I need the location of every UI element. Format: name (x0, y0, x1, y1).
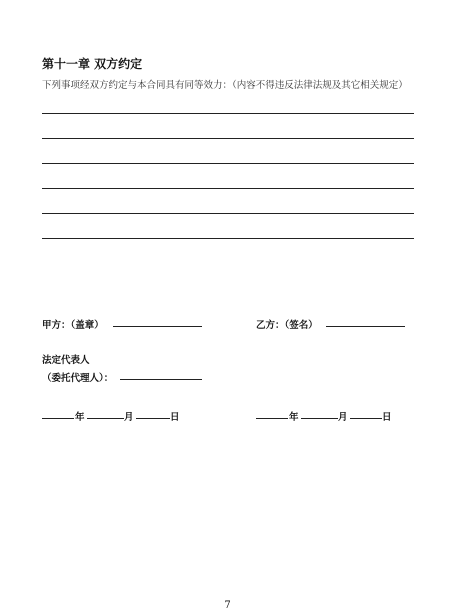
party-a-day-blank[interactable] (136, 418, 170, 419)
party-a-seal-blank[interactable] (113, 326, 202, 327)
agreement-line[interactable] (42, 138, 414, 139)
agreement-line[interactable] (42, 113, 414, 114)
agent-label: （委托代理人）： (42, 373, 114, 384)
party-a-month-label: 月 (124, 412, 134, 423)
party-a-year-label: 年 (75, 412, 85, 423)
party-a-day-label: 日 (170, 412, 180, 423)
party-a-month-blank[interactable] (87, 418, 124, 419)
agreement-line[interactable] (42, 163, 414, 164)
legal-rep-blank[interactable] (120, 379, 202, 380)
party-b-label: 乙方：（签名） (256, 320, 318, 331)
chapter-title: 第十一章 双方约定 (42, 57, 143, 71)
legal-rep-label: 法定代表人 (42, 355, 90, 366)
party-b-signature-blank[interactable] (326, 326, 405, 327)
party-b-day-blank[interactable] (350, 418, 382, 419)
party-b-month-label: 月 (338, 412, 348, 423)
party-a-label: 甲方：（盖章） (42, 320, 104, 331)
party-b-day-label: 日 (382, 412, 392, 423)
party-b-month-blank[interactable] (301, 418, 338, 419)
party-a-year-blank[interactable] (42, 418, 74, 419)
party-b-year-blank[interactable] (256, 418, 288, 419)
page-number: 7 (224, 600, 231, 611)
intro-text: 下列事项经双方约定与本合同具有同等效力：（内容不得违反法律法规及其它相关规定） (42, 80, 408, 91)
agreement-line[interactable] (42, 238, 414, 239)
agreement-line[interactable] (42, 213, 414, 214)
party-b-year-label: 年 (289, 412, 299, 423)
agreement-line[interactable] (42, 188, 414, 189)
